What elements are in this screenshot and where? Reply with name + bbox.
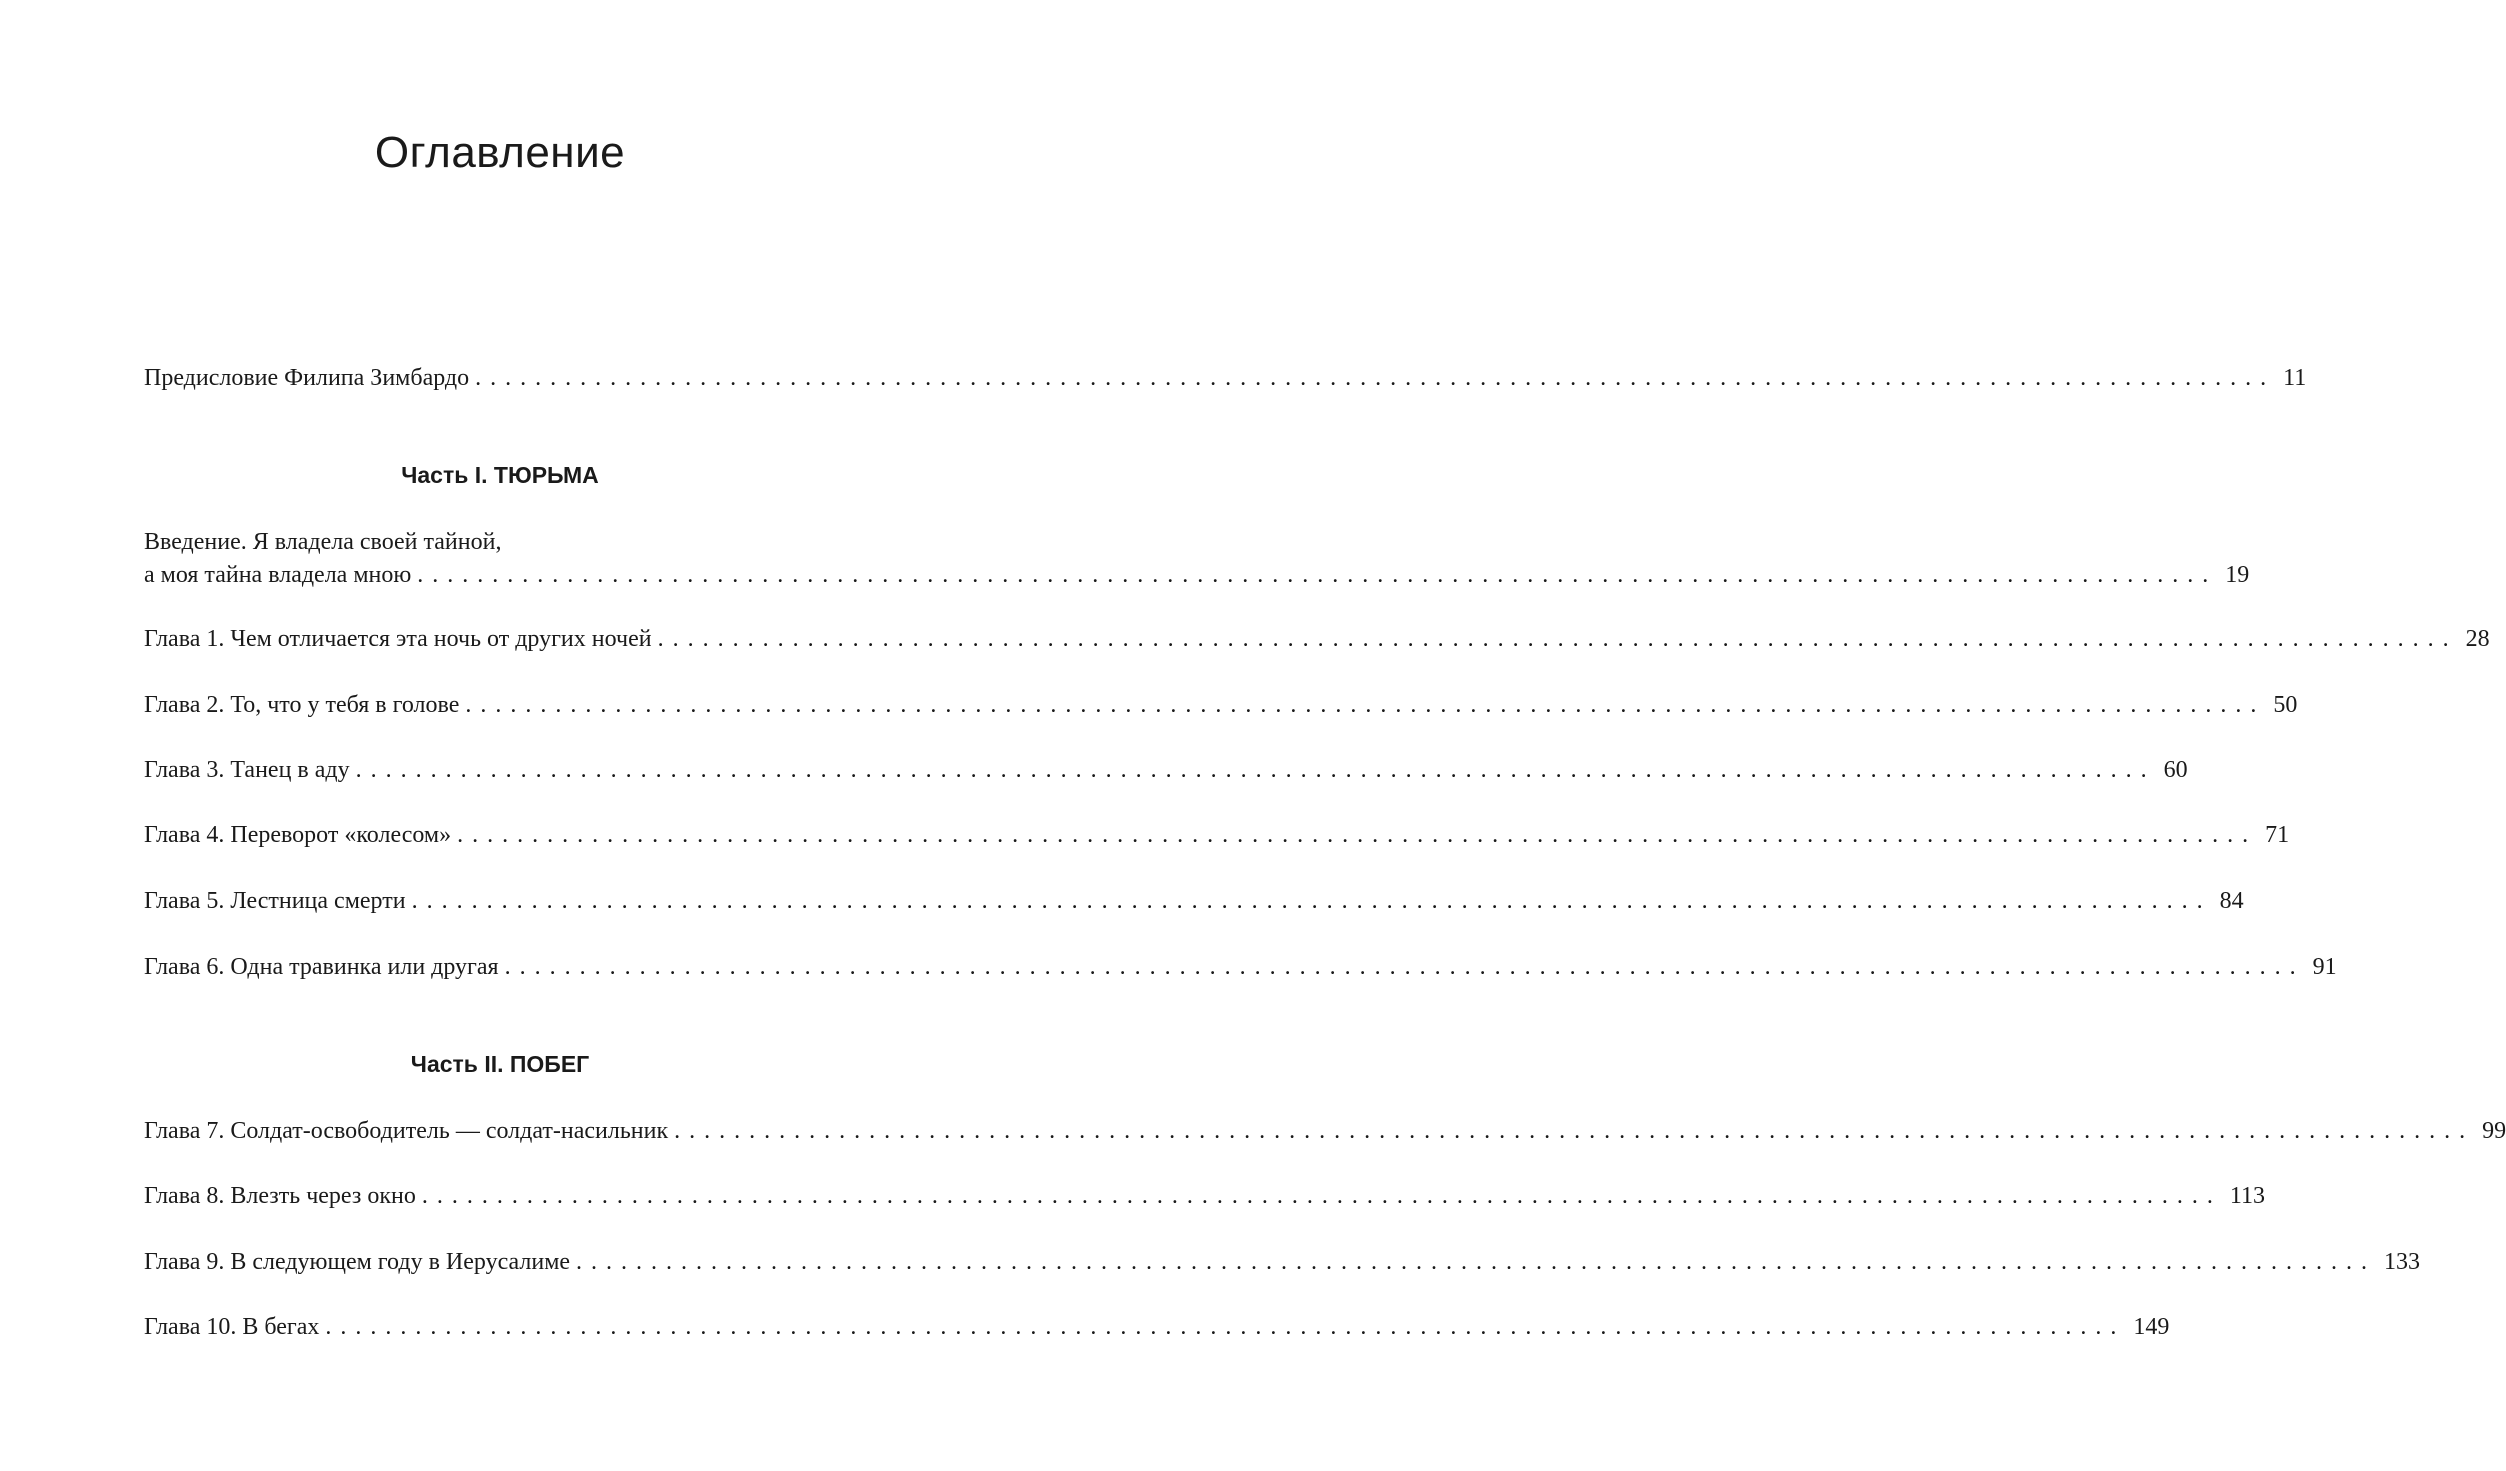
dot-leader: ........................................................................................................................: [475, 365, 2276, 391]
dot-leader: ........................................................................................................................: [417, 562, 2218, 588]
toc-entry-label: Глава 6. Одна травинка или другая: [144, 954, 499, 980]
toc-entry-page: 19: [2225, 562, 2250, 588]
toc-entry-row: [144, 819, 2290, 852]
toc-entry-page: 28: [2465, 626, 2490, 652]
toc-entry-label: Глава 5. Лестница смерти: [144, 888, 406, 914]
dot-leader: ........................................................................................................................: [576, 1249, 2377, 1275]
toc-entry-label: Предисловие Филипа Зимбардо: [144, 365, 470, 391]
toc-entry-row: [144, 1246, 2421, 1279]
toc-entry-chapter-3[interactable]: [144, 754, 2188, 787]
toc-entry-row: [144, 689, 2298, 722]
toc-entry-page: 99: [2482, 1118, 2506, 1144]
toc-entry-label-line1: Введение. Я владела своей тайной,: [144, 529, 502, 555]
toc-entry-chapter-9[interactable]: [144, 1246, 2421, 1279]
toc-entry-label: а моя тайна владела мною: [144, 562, 412, 588]
toc-entry-intro[interactable]: [144, 526, 2250, 592]
part-heading-2: Часть II. ПОБЕГ: [410, 1051, 590, 1077]
toc-entry-page: 60: [2163, 757, 2188, 783]
toc-entry-label: Глава 9. В следующем году в Иерусалиме: [144, 1249, 571, 1275]
toc-entry-page: 149: [2133, 1314, 2170, 1340]
toc-entry-page: 11: [2283, 365, 2307, 391]
toc-entry-page: 71: [2265, 822, 2290, 848]
toc-entry-row: [144, 951, 2337, 984]
toc-entry-row: [144, 362, 2307, 395]
toc-entry-label: Глава 2. То, что у тебя в голове: [144, 692, 460, 718]
toc-entry-label: Глава 8. Влезть через окно: [144, 1183, 416, 1209]
dot-leader: ........................................................................................................................: [457, 822, 2258, 848]
toc-entry-chapter-2[interactable]: [144, 689, 2298, 722]
toc-entry-row: [144, 623, 2490, 656]
toc-entry-label: Глава 3. Танец в аду: [144, 757, 350, 783]
dot-leader: ........................................................................................................................: [674, 1118, 2475, 1144]
toc-entry-chapter-4[interactable]: [144, 819, 2290, 852]
dot-leader: ........................................................................................................................: [465, 692, 2266, 718]
part-heading-1: Часть I. ТЮРЬМА: [401, 462, 599, 488]
toc-entry-label: Глава 7. Солдат-освободитель — солдат-насильник: [144, 1118, 669, 1144]
toc-entry-row: [144, 885, 2244, 918]
toc-entry-page: 84: [2219, 888, 2244, 914]
toc-entry-chapter-7[interactable]: [144, 1115, 2506, 1148]
toc-entry-chapter-6[interactable]: [144, 951, 2337, 984]
toc-entry-label: Глава 10. В бегах: [144, 1314, 320, 1340]
toc-entry-label: Глава 4. Переворот «колесом»: [144, 822, 452, 848]
toc-entry-page: 113: [2229, 1183, 2265, 1209]
dot-leader: ........................................................................................................................: [657, 626, 2458, 652]
toc-entry-row: [144, 1180, 2265, 1213]
toc-entry-chapter-1[interactable]: [144, 623, 2490, 656]
toc-entry-page: 91: [2312, 954, 2337, 980]
dot-leader: ........................................................................................................................: [411, 888, 2212, 914]
dot-leader: ........................................................................................................................: [355, 757, 2156, 783]
dot-leader: ........................................................................................................................: [421, 1183, 2222, 1209]
toc-entry-row: [144, 1115, 2506, 1148]
toc-entry-chapter-5[interactable]: [144, 885, 2244, 918]
toc-entry-preface[interactable]: [144, 362, 2307, 395]
toc-entry-row: [144, 559, 2250, 592]
toc-entry-page: 50: [2273, 692, 2298, 718]
page-title: Оглавление: [374, 128, 626, 177]
dot-leader: ........................................................................................................................: [325, 1314, 2126, 1340]
dot-leader: ........................................................................................................................: [504, 954, 2305, 980]
toc-entry-chapter-8[interactable]: [144, 1180, 2265, 1213]
toc-entry-page: 133: [2384, 1249, 2421, 1275]
toc-entry-row: [144, 754, 2188, 787]
toc-entry-chapter-10[interactable]: [144, 1311, 2170, 1344]
toc-entry-label: Глава 1. Чем отличается эта ночь от других ночей: [144, 626, 652, 652]
toc-entry-row: [144, 1311, 2170, 1344]
